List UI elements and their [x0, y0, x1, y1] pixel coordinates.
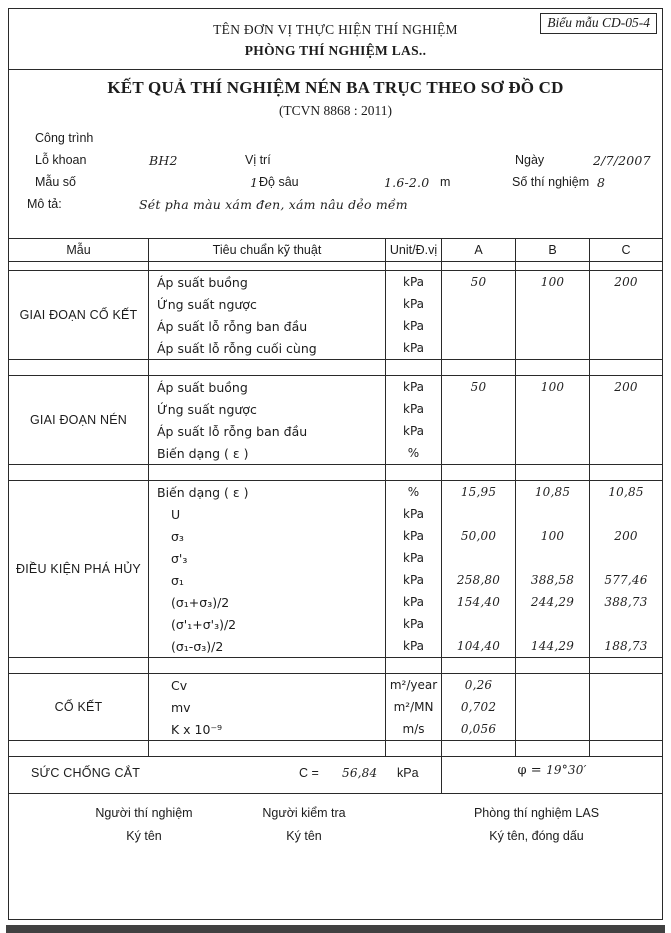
value-cell-c [589, 293, 662, 315]
value-cell-a [441, 591, 515, 613]
value-cell-c [589, 613, 662, 635]
test-table-sections [9, 262, 662, 756]
value-cell-b [515, 635, 589, 657]
unit-cell: % [385, 481, 441, 503]
spec-cell: Áp suất lỗ rỗng ban đầu [148, 420, 385, 442]
handwritten-value: 188,73 [604, 639, 648, 653]
date-label: Ngày [515, 153, 545, 167]
gap-cell [515, 360, 589, 375]
unit-cell: kPa [385, 547, 441, 569]
value-cell-a [441, 674, 515, 696]
value-cell-c [589, 696, 662, 718]
shear-strength-label: SỨC CHỐNG CẮT [31, 766, 141, 780]
value-cell-b [515, 503, 589, 525]
unit-cell: % [385, 442, 441, 464]
info-row-project [9, 128, 662, 150]
document-title: KẾT QUẢ THÍ NGHIỆM NÉN BA TRỤC THEO SƠ ĐỒ CD [107, 78, 564, 97]
unit-cell: kPa [385, 398, 441, 420]
spec-cell: σ₃ [148, 525, 385, 547]
signature-area [9, 794, 662, 922]
org-header [9, 9, 662, 69]
project-label: Công trình [35, 131, 94, 145]
handwritten-value: 154,40 [456, 595, 501, 609]
value-cell-a [441, 696, 515, 718]
title-block [9, 69, 662, 128]
shear-strength-row [9, 756, 662, 794]
value-cell-a [441, 525, 515, 547]
header-cell-b: B [515, 239, 589, 261]
test-number-value: 8 [597, 175, 606, 190]
sample-number-value: 1 [250, 175, 259, 190]
value-cell-a [441, 503, 515, 525]
value-cell-b [515, 696, 589, 718]
header-cell-c: C [589, 239, 662, 261]
value-cell-c [589, 376, 662, 398]
spec-cell: Áp suất buồng [148, 271, 385, 293]
value-cell-a [441, 315, 515, 337]
unit-cell: m/s [385, 718, 441, 740]
spec-cell: K x 10⁻⁹ [148, 718, 385, 740]
gap-cell [441, 465, 515, 480]
spec-cell: mv [148, 696, 385, 718]
gap-cell [148, 465, 385, 480]
spec-cell: Biến dạng ( ε ) [148, 442, 385, 464]
unit-cell: m²/MN [385, 696, 441, 718]
spec-cell: Ứng suất ngược [148, 293, 385, 315]
value-cell-b [515, 481, 589, 503]
standard-reference: (TCVN 8868 : 2011) [278, 103, 393, 118]
signature-checker [204, 806, 404, 843]
spec-cell: σ'₃ [148, 547, 385, 569]
handwritten-value: 15,95 [460, 485, 497, 499]
date-value: 2/7/2007 [593, 153, 651, 168]
table-section [9, 375, 662, 465]
unit-cell: kPa [385, 337, 441, 359]
value-cell-b [515, 674, 589, 696]
cohesion-value: 56,84 [342, 766, 378, 780]
value-cell-c [589, 337, 662, 359]
header-cell-sample: Mẫu [66, 243, 91, 257]
spec-cell: Áp suất buồng [148, 376, 385, 398]
depth-label: Độ sâu [259, 175, 299, 189]
gap-cell [441, 262, 515, 270]
value-cell-b [515, 376, 589, 398]
info-row-description [9, 194, 662, 216]
section-label: CỐ KẾT [54, 700, 103, 714]
location-label: Vị trí [245, 153, 271, 167]
friction-angle-value: 19°30′ [546, 763, 587, 777]
value-cell-a [441, 420, 515, 442]
value-cell-c [589, 718, 662, 740]
value-cell-a [441, 481, 515, 503]
value-cell-b [515, 591, 589, 613]
handwritten-value: 50 [470, 275, 487, 289]
value-cell-c [589, 569, 662, 591]
info-row-borehole [9, 150, 662, 172]
cohesion-label: C = [299, 766, 319, 780]
gap-cell [589, 262, 662, 270]
value-cell-a [441, 376, 515, 398]
gap-cell [148, 262, 385, 270]
friction-angle-label: φ = [517, 763, 542, 778]
spec-cell: (σ'₁+σ'₃)/2 [148, 613, 385, 635]
signature-tester-sub: Ký tên [126, 829, 162, 843]
table-gap-row [9, 262, 662, 270]
section-label: ĐIỀU KIỆN PHÁ HỦY [16, 562, 141, 576]
gap-cell [441, 658, 515, 673]
value-cell-b [515, 315, 589, 337]
value-cell-b [515, 569, 589, 591]
handwritten-value: 0,056 [460, 722, 497, 736]
shear-left-cell [9, 757, 441, 793]
table-gap-row [9, 465, 662, 480]
borehole-value: BH2 [149, 153, 178, 168]
depth-value: 1.6-2.0 [384, 175, 430, 190]
section-label: GIAI ĐOẠN NÉN [29, 413, 128, 427]
scan-edge-bar [6, 925, 665, 933]
handwritten-value: 258,80 [456, 573, 501, 587]
value-cell-c [589, 315, 662, 337]
spec-cell: σ₁ [148, 569, 385, 591]
gap-cell [385, 465, 441, 480]
friction-angle-cell [441, 757, 662, 793]
value-cell-b [515, 271, 589, 293]
value-cell-c [589, 398, 662, 420]
value-cell-b [515, 398, 589, 420]
sample-number-label: Mẫu số [35, 175, 76, 189]
handwritten-value: 50 [470, 380, 487, 394]
handwritten-value: 577,46 [604, 573, 648, 587]
gap-cell [589, 658, 662, 673]
value-cell-c [589, 635, 662, 657]
gap-cell [515, 262, 589, 270]
info-row-sample [9, 172, 662, 194]
value-cell-c [589, 591, 662, 613]
unit-cell: kPa [385, 525, 441, 547]
section-label: GIAI ĐOẠN CỐ KẾT [19, 308, 138, 322]
table-header-row [9, 238, 662, 262]
gap-cell [441, 360, 515, 375]
signature-checker-sub: Ký tên [286, 829, 322, 843]
handwritten-value: 104,40 [456, 639, 501, 653]
gap-cell [515, 741, 589, 756]
gap-cell [589, 360, 662, 375]
table-gap-row [9, 658, 662, 673]
gap-cell [589, 465, 662, 480]
value-cell-a [441, 398, 515, 420]
lab-name-line: PHÒNG THÍ NGHIỆM LAS.. [244, 43, 427, 58]
gap-cell [148, 360, 385, 375]
spec-cell: U [148, 503, 385, 525]
gap-cell [148, 658, 385, 673]
depth-unit: m [440, 175, 451, 189]
handwritten-value: 100 [540, 275, 565, 289]
value-cell-b [515, 525, 589, 547]
unit-cell: kPa [385, 293, 441, 315]
org-name-line: TÊN ĐƠN VỊ THỰC HIỆN THÍ NGHIỆM [213, 22, 458, 37]
value-cell-c [589, 503, 662, 525]
form-page [8, 8, 663, 920]
spec-cell: Áp suất lỗ rỗng ban đầu [148, 315, 385, 337]
value-cell-c [589, 442, 662, 464]
header-cell-a: A [441, 239, 515, 261]
unit-cell: kPa [385, 613, 441, 635]
handwritten-value: 0,26 [464, 678, 493, 692]
handwritten-value: 100 [540, 529, 565, 543]
spec-cell: Ứng suất ngược [148, 398, 385, 420]
borehole-label: Lỗ khoan [35, 153, 87, 167]
table-section [9, 673, 662, 741]
gap-cell [385, 658, 441, 673]
handwritten-value: 200 [614, 529, 638, 543]
handwritten-value: 10,85 [608, 485, 644, 499]
handwritten-value: 244,29 [530, 595, 575, 609]
signature-tester-title: Người thí nghiệm [95, 806, 193, 820]
spec-cell: (σ₁+σ₃)/2 [148, 591, 385, 613]
gap-cell [515, 658, 589, 673]
value-cell-b [515, 442, 589, 464]
signature-checker-title: Người kiểm tra [262, 806, 346, 820]
unit-cell: kPa [385, 271, 441, 293]
value-cell-c [589, 481, 662, 503]
form-number-box: Biểu mẫu CD-05-4 [540, 13, 657, 34]
unit-cell: kPa [385, 635, 441, 657]
handwritten-value: 388,73 [604, 595, 648, 609]
value-cell-b [515, 337, 589, 359]
spec-cell: Biến dạng ( ε ) [148, 481, 385, 503]
value-cell-c [589, 420, 662, 442]
gap-cell [441, 741, 515, 756]
value-cell-c [589, 525, 662, 547]
value-cell-c [589, 547, 662, 569]
signature-lab-title: Phòng thí nghiệm LAS [473, 806, 600, 820]
value-cell-a [441, 635, 515, 657]
value-cell-b [515, 718, 589, 740]
value-cell-a [441, 337, 515, 359]
handwritten-value: 0,702 [460, 700, 497, 714]
gap-cell [589, 741, 662, 756]
signature-lab [429, 806, 644, 843]
handwritten-value: 200 [614, 380, 638, 394]
gap-cell [385, 262, 441, 270]
value-cell-c [589, 271, 662, 293]
value-cell-a [441, 547, 515, 569]
gap-cell [148, 741, 385, 756]
handwritten-value: 388,58 [530, 573, 575, 587]
table-gap-row [9, 741, 662, 756]
table-section [9, 270, 662, 360]
gap-cell [385, 360, 441, 375]
handwritten-value: 50,00 [460, 529, 497, 543]
description-value: Sét pha màu xám đen, xám nâu dẻo mềm [139, 197, 408, 212]
value-cell-b [515, 420, 589, 442]
header-cell-spec: Tiêu chuẩn kỹ thuật [148, 239, 385, 261]
gap-cell [385, 741, 441, 756]
test-number-label: Số thí nghiệm [512, 175, 590, 189]
unit-cell: kPa [385, 315, 441, 337]
value-cell-b [515, 293, 589, 315]
handwritten-value: 100 [540, 380, 565, 394]
value-cell-b [515, 547, 589, 569]
spacer [9, 216, 662, 238]
description-label: Mô tả: [27, 197, 62, 211]
signature-lab-sub: Ký tên, đóng dấu [489, 829, 584, 843]
value-cell-a [441, 569, 515, 591]
unit-cell: kPa [385, 376, 441, 398]
spec-cell: Áp suất lỗ rỗng cuối cùng [148, 337, 385, 359]
unit-cell: kPa [385, 503, 441, 525]
spec-cell: (σ₁-σ₃)/2 [148, 635, 385, 657]
table-section [9, 480, 662, 658]
gap-cell [515, 465, 589, 480]
unit-cell: m²/year [385, 674, 441, 696]
value-cell-a [441, 718, 515, 740]
unit-cell: kPa [385, 591, 441, 613]
spec-cell: Cv [148, 674, 385, 696]
cohesion-unit: kPa [397, 766, 419, 780]
value-cell-b [515, 613, 589, 635]
unit-cell: kPa [385, 569, 441, 591]
table-gap-row [9, 360, 662, 375]
handwritten-value: 10,85 [534, 485, 571, 499]
unit-cell: kPa [385, 420, 441, 442]
value-cell-a [441, 271, 515, 293]
value-cell-a [441, 442, 515, 464]
handwritten-value: 200 [614, 275, 638, 289]
value-cell-a [441, 613, 515, 635]
handwritten-value: 144,29 [530, 639, 575, 653]
value-cell-c [589, 674, 662, 696]
value-cell-a [441, 293, 515, 315]
sample-info [9, 128, 662, 216]
header-cell-unit: Unit/Đ.vị [385, 239, 441, 261]
